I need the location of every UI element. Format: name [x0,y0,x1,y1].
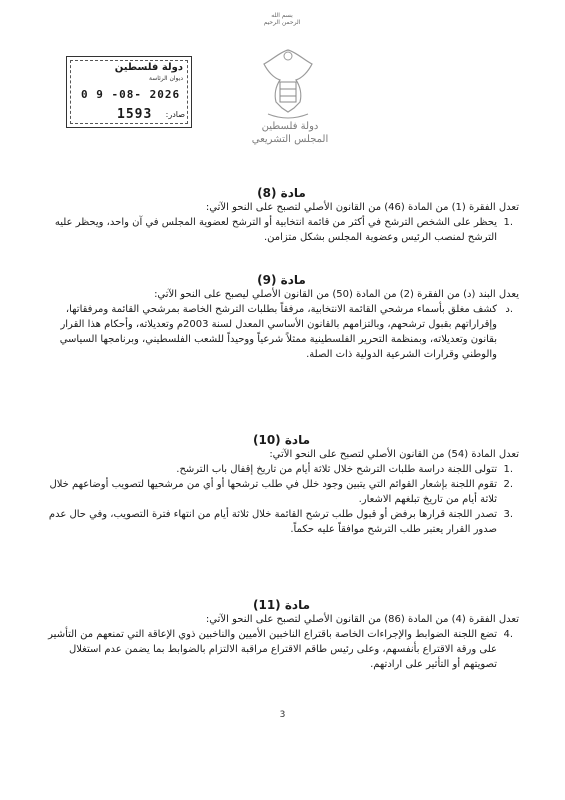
item-text: تقوم اللجنة بإشعار القوائم التي يتبين وجود خلل في طلب ترشحها أو أي من مرشحيها لتصويب أوضاعهم خلال ثلاثة أيام من تاريخ تبلغهم الاشعار. [49,479,497,505]
emblem-caption-line: المجلس التشريعي [251,134,329,145]
basmala-text: بسم الله الرحمن الرحيم [263,12,301,26]
eagle-emblem-icon [258,42,318,128]
item-marker: 4. [503,629,513,640]
article-title: مادة (8) [257,186,306,200]
article-title: مادة (9) [257,273,306,287]
item-marker: 3. [503,509,513,520]
article-intro: تعدل الفقرة (4) من المادة (86) من القانون الأصلي لتصبح على النحو الآتي: [205,614,519,625]
item-marker: 2. [503,479,513,490]
stamp-issued-label: صادر: [165,110,185,119]
emblem-caption-line: دولة فلسطين [261,121,319,132]
incoming-stamp [66,56,192,128]
stamp-subtitle: ديوان الرئاسة [149,75,183,82]
stamp-date: 0 9 -08- 2026 [81,88,181,101]
article-title: مادة (11) [252,598,311,612]
page-number: 3 [279,710,286,720]
article-title: مادة (10) [252,433,311,447]
article-10 [44,432,519,537]
item-text: يحظر على الشخص الترشح في أكثر من قائمة انتخابية أو الترشح لعضوية المجلس في آن واحد، ويحظر عليه الترشح لمنصب الرئيس وعضوية المجلس بشكل متزامن. [54,217,497,243]
emblem-caption [250,120,330,146]
article-9 [44,272,519,362]
item-text: تصدر اللجنة قرارها برفض أو قبول طلب ترشح القائمة خلال ثلاثة أيام من انتهاء فترة التصويب، وفي حال عدم صدور القرار يعتبر طلب الترشح موافقاً عليه حكماً. [48,509,497,535]
article-intro: تعدل المادة (54) من القانون الأصلي لتصبح على النحو الآتي: [269,449,519,460]
item-text: تضع اللجنة الضوابط والإجراءات الخاصة باقتراع الناخبين الأميين والناخبين ذوي الإعاقة التي تمنعهم من التأشير على ورقة الاقتراع بأنفسهم، وعلى رئيس طاقم الاقتراع مراقبة الالتزام بالضوابط بما يضمن عدم استغلال تصويتهم أو التأثير على ارادتهم. [48,629,497,670]
stamp-title: دولة فلسطين [114,62,183,73]
article-item [44,302,519,362]
article-item [44,477,519,507]
article-item [44,627,519,672]
article-intro: يعدل البند (د) من الفقرة (2) من المادة (50) من القانون الأصلي ليصبح على النحو الآتي: [154,289,519,300]
item-text: تتولى اللجنة دراسة طلبات الترشح خلال ثلاثة أيام من تاريخ إقفال باب الترشح. [176,464,497,475]
article-intro: تعدل الفقرة (1) من المادة (46) من القانون الأصلي لتصبح على النحو الآتي: [205,202,519,213]
article-8 [44,185,519,245]
article-item [44,215,519,245]
item-marker: 1. [503,464,513,475]
item-marker: د. [505,304,513,315]
article-item [44,462,519,477]
item-text: كشف مغلق بأسماء مرشحي القائمة الانتخابية، مرفقاً بطلبات الترشح الخاصة بمرشحي القائمة ومرفقاتها، وإقراراتهم بقبول ترشحهم، وبالتزامهم بالقانون الأساسي المعدل لسنة 2003م وتعديلاته، وأحكام هذا القرار بقانون وتعديلاته، وبمنظمة التحرير الفلسطينية ممثلاً شرعياً ووحيداً للشعب الفلسطيني، وبرنامجها السياسي والوطني وقرارات الشرعية الدولية ذات الصلة. [59,304,497,360]
stamp-number: 1593 [117,107,153,122]
article-item [44,507,519,537]
item-marker: 1. [503,217,513,228]
article-11 [44,597,519,672]
